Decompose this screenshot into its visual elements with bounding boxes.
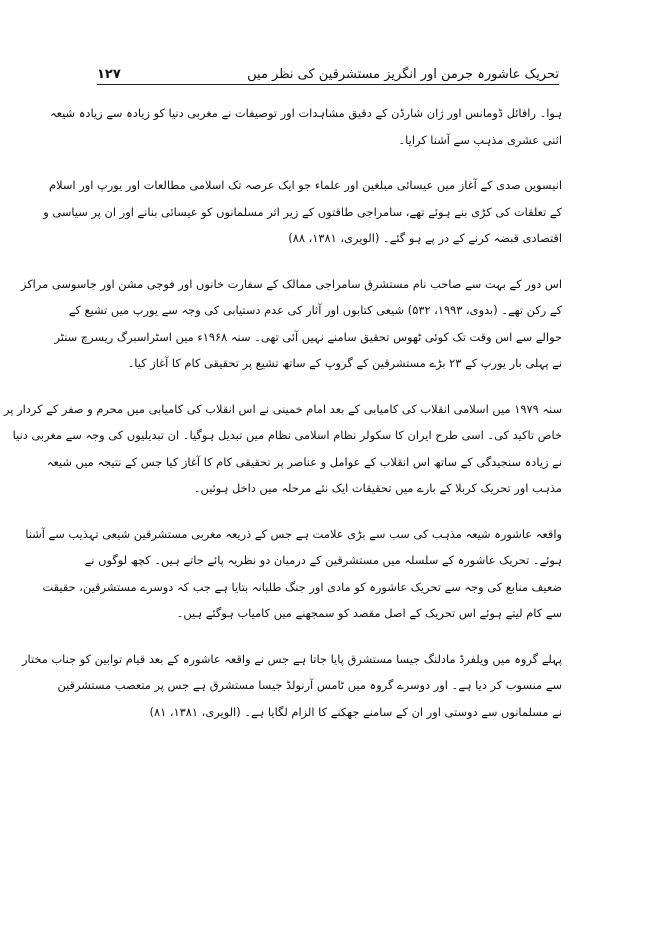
text-line: واقعہ عاشورہ شیعہ مذہب کی سب سے بڑی علامت ہے جس کے ذریعہ مغربی مستشرقین شیعی تہذیب سے آشنا [25,526,562,541]
paragraph [43,172,562,252]
body-text [4,100,562,744]
text-line: نے پہلی بار یورپ کے ۲۳ بڑے مستشرقین کے گروپ کے ساتھ تشیع پر تحقیقی کام کا آغاز کیا۔ [127,356,562,370]
text-line: ضعیف منابع کی وجہ سے تحریک عاشورہ کو مادی اور جنگ طلبانہ بتایا ہے جب کہ دوسرے مستشرقین، حقیقت [42,579,562,594]
paragraph [20,271,562,377]
text-line: مذہب اور تحریک کربلا کے بارے میں تحقیقات ایک نئے مرحلہ میں داخل ہوئیں۔ [193,481,562,495]
text-line: خاص تاکید کی۔ اسی طرح ایران کا سکولر نظام اسلامی نظام میں تبدیل ہوگیا۔ ان تبدیلیوں کی وجہ سے مغربی دنیا [12,428,562,442]
text-line: سنہ ۱۹۷۹ میں اسلامی انقلاب کی کامیابی کے بعد امام خمینی نے اس انقلاب کی کامیابی میں محرم و صفر کے کردار پر [4,401,562,416]
text-line: نے زیادہ سنجیدگی کے ساتھ اس انقلاب کے عوامل و عناصر پر تحقیقی کام کا آغاز کیا جس کے نتیجہ میں شیعہ [46,454,562,469]
text-line: کے تعلقات کی کڑی بنے ہوئے تھے، سامراجی طاقتوں کے زیر اثر مسلمانوں کو عیسائی بنانے اور ان پر سیاسی و [43,204,562,219]
paragraph [21,646,562,726]
text-line: اثنی عشری مذہب سے آشنا کرایا۔ [398,132,562,147]
paragraph [4,396,562,502]
paragraph [25,521,562,627]
running-header [97,60,559,84]
header-title: تحریک عاشورہ جرمن اور انگریز مستشرقین کی نظر میں [247,67,559,82]
page-number: ۱۲۷ [97,67,121,82]
text-line: انیسویں صدی کے آغاز میں عیسائی مبلغین اور علماء جو ایک عرصہ تک اسلامی مطالعات اور یورپ اور اسلام [49,178,562,192]
text-line: اقتصادی قبضہ کرنے کے در پے ہو گئے۔ (الویری، ۱۳۸۱، ۸۸) [288,231,562,245]
text-line: ہوئے۔ تحریک عاشورہ کے سلسلہ میں مستشرقین کے درمیان دو نظریہ پائے جاتے ہیں۔ کچھ لوگوں نے [84,553,562,567]
text-line: ہوا۔ رافائل ڈومانس اور ژان شارڈن کے دقیق مشاہدات اور توصیفات نے مغربی دنیا کو زیادہ سے زیادہ شیعہ [49,106,562,120]
text-line: پہلے گروہ میں ویلفرڈ مادلنگ جیسا مستشرق پایا جاتا ہے جس نے واقعہ عاشورہ کے بعد قیام توابین کو جناب مختار [21,651,562,666]
paragraph [49,100,562,153]
text-line: حوالے سے اس وقت تک کوئی ٹھوس تحقیق سامنے نہیں آئی تھی۔ سنہ ۱۹۶۸ء میں اسٹراسبرگ ریسرچ سنٹر [54,329,562,344]
text-line: کے رکن تھے۔ (بدوی، ۱۹۹۳، ۵۳۲) شیعی کتابوں اور آثار کی عدم دستیابی کی وجہ سے یورپ میں تشیع کے [68,303,562,317]
header-rule [97,84,559,85]
text-line: نے مسلمانوں سے دوستی اور ان کے سامنے جھکنے کا الزام لگایا ہے۔ (الویری، ۱۳۸۱، ۸۱) [149,704,562,719]
text-line: اس دور کے بہت سے صاحب نام مستشرق سامراجی ممالک کے سفارت خانوں اور فوجی مشن اور جاسوسی مراکز [20,276,562,291]
text-line: سے کام لیتے ہوئے اس تحریک کے اصل مقصد کو سمجھنے میں کامیاب ہوگئے ہیں۔ [176,606,562,620]
text-line: سے منسوب کر دیا ہے۔ اور دوسرے گروہ میں ٹامس آرنولڈ جیسا مستشرق ہے جس پر متعصب مستشرقین [57,678,562,692]
